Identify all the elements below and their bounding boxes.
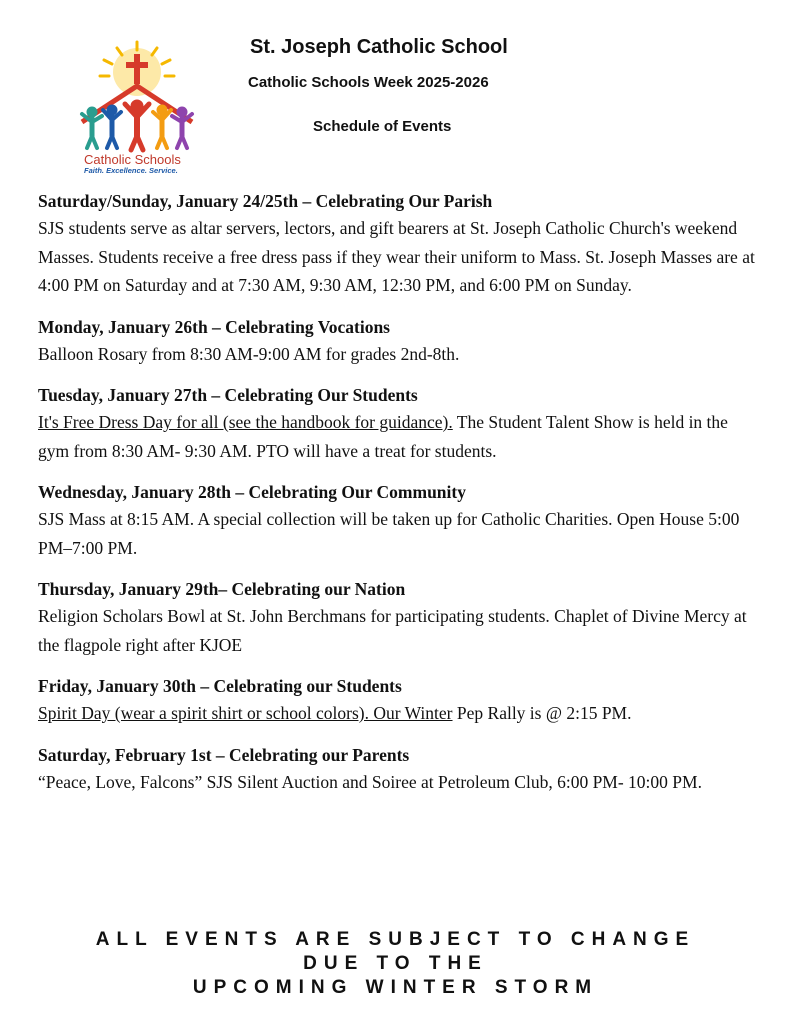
event-body	[38, 408, 758, 465]
people-figures-icon	[82, 100, 192, 150]
schedule-title: Schedule of Events	[313, 118, 452, 135]
event-body-underlined: Spirit Day (wear a spirit shirt or school colors). Our Winter	[38, 703, 453, 723]
event-heading: Thursday, January 29th– Celebrating our Nation	[38, 579, 406, 599]
notice-line-1: ALL EVENTS ARE SUBJECT TO CHANGE	[95, 929, 696, 950]
event-body: “Peace, Love, Falcons” SJS Silent Auction and Soiree at Petroleum Club, 6:00 PM- 10:00 PM.	[38, 771, 702, 792]
event-students-tuesday	[38, 382, 758, 465]
event-vocations	[38, 314, 758, 369]
logo-tagline: Faith. Excellence. Service.	[84, 166, 178, 175]
event-body: SJS Mass at 8:15 AM. A special collection will be taken up for Catholic Charities. Open House 5:00 PM–7:00 PM.	[38, 509, 740, 558]
event-body: SJS students serve as altar servers, lectors, and gift bearers at St. Joseph Catholic Church's weekend Masses. Students receive a free dress pass if they wear their uniform to Mass. St. Joseph Masses are at 4:00 PM on Saturday and at 7:30 AM, 9:30 AM, 12:30 PM, and 6:00 PM on Sunday.	[38, 218, 755, 295]
notice-line-3: UPCOMING WINTER STORM	[192, 977, 599, 998]
events-list	[38, 188, 758, 810]
event-body: Religion Scholars Bowl at St. John Berchmans for participating students. Chaplet of Divine Mercy at the flagpole right after KJOE	[38, 606, 747, 655]
event-body-rest: The Student Talent Show is held in the gym from 8:30 AM- 9:30 AM. PTO will have a treat for students.	[38, 412, 728, 461]
event-heading: Saturday/Sunday, January 24/25th – Celebrating Our Parish	[38, 191, 493, 211]
weather-notice	[0, 928, 791, 1000]
event-heading: Monday, January 26th – Celebrating Vocations	[38, 316, 390, 337]
event-heading: Tuesday, January 27th – Celebrating Our Students	[38, 385, 418, 405]
notice-line-2: DUE TO THE	[303, 953, 488, 974]
school-name: St. Joseph Catholic School	[250, 36, 508, 58]
logo-name: Catholic Schools	[84, 152, 181, 167]
event-students-friday	[38, 673, 758, 728]
event-heading: Friday, January 30th – Celebrating our Students	[38, 676, 402, 696]
week-title: Catholic Schools Week 2025-2026	[248, 74, 489, 91]
event-heading: Saturday, February 1st – Celebrating our Parents	[38, 744, 410, 765]
event-nation	[38, 576, 758, 659]
event-body: Balloon Rosary from 8:30 AM-9:00 AM for grades 2nd-8th.	[38, 343, 460, 364]
event-body-rest: Pep Rally is @ 2:15 PM.	[452, 703, 632, 723]
logo-text	[84, 152, 204, 175]
event-body-underlined: It's Free Dress Day for all (see the handbook for guidance).	[38, 412, 453, 432]
page-header	[0, 0, 791, 190]
event-parents	[38, 742, 758, 797]
event-parish	[38, 188, 758, 300]
event-body	[38, 699, 758, 728]
event-community	[38, 479, 758, 562]
event-heading: Wednesday, January 28th – Celebrating Our Community	[38, 482, 466, 502]
